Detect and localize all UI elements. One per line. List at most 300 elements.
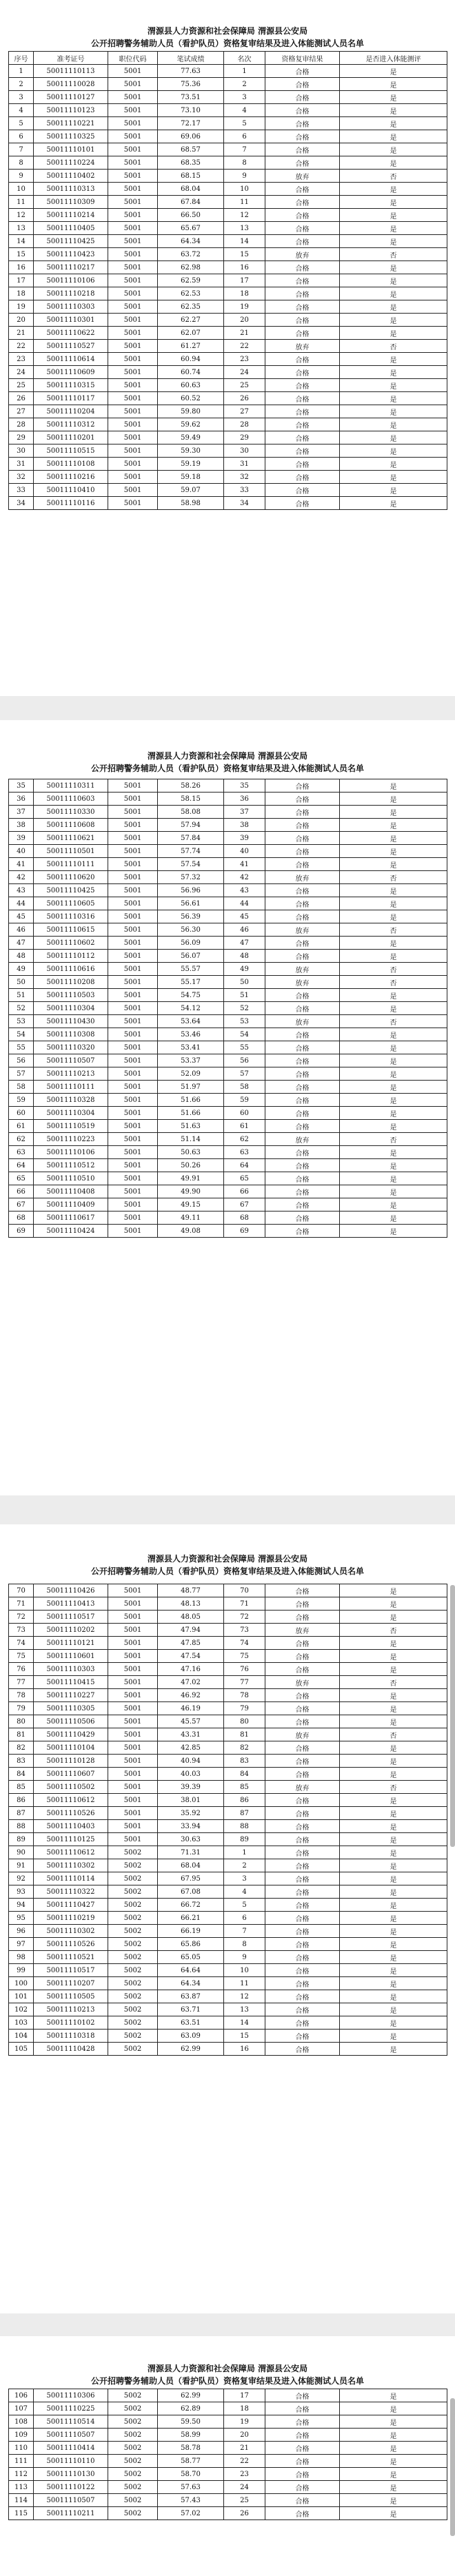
table-cell: 5001 xyxy=(108,806,158,819)
table-cell: 合格 xyxy=(265,1925,340,1938)
table-cell: 23 xyxy=(224,2468,265,2481)
table-cell: 50011110502 xyxy=(34,1781,108,1794)
table-cell: 76 xyxy=(9,1663,34,1676)
table-cell: 35 xyxy=(9,779,34,793)
table-cell: 5002 xyxy=(108,2389,158,2402)
table-cell: 50011110519 xyxy=(34,1120,108,1133)
table-cell: 73 xyxy=(224,1624,265,1637)
table-cell: 是 xyxy=(340,444,447,458)
table-cell: 放弃 xyxy=(265,1133,340,1146)
table-cell: 29 xyxy=(224,431,265,444)
table-cell: 50011110620 xyxy=(34,871,108,884)
table-cell: 63 xyxy=(9,1146,34,1159)
table-cell: 11 xyxy=(9,196,34,209)
table-cell: 是 xyxy=(340,2003,447,2016)
table-cell: 74 xyxy=(9,1637,34,1650)
table-cell: 50.26 xyxy=(158,1159,224,1172)
table-row xyxy=(9,858,447,871)
table-cell: 89 xyxy=(9,1833,34,1846)
table-cell: 合格 xyxy=(265,2003,340,2016)
table-cell: 是 xyxy=(340,1859,447,1872)
scrollbar-thumb[interactable] xyxy=(450,2398,455,2536)
table-cell: 7 xyxy=(9,143,34,156)
table-cell: 26 xyxy=(9,392,34,405)
table-cell: 是 xyxy=(340,65,447,78)
table-cell: 是 xyxy=(340,104,447,117)
table-cell: 50011110122 xyxy=(34,2481,108,2494)
table-row xyxy=(9,104,447,117)
table-cell: 59.80 xyxy=(158,405,224,418)
table-cell: 5002 xyxy=(108,1859,158,1872)
table-row xyxy=(9,1912,447,1925)
table-cell: 8 xyxy=(224,1938,265,1951)
table-cell: 33.94 xyxy=(158,1820,224,1833)
table-row xyxy=(9,1225,447,1238)
table-cell: 放弃 xyxy=(265,976,340,989)
table-cell: 合格 xyxy=(265,1951,340,1964)
table-cell: 是 xyxy=(340,858,447,871)
table-cell: 39.39 xyxy=(158,1781,224,1794)
table-cell: 50011110403 xyxy=(34,1820,108,1833)
table-cell: 是 xyxy=(340,2043,447,2056)
table-cell: 53.41 xyxy=(158,1041,224,1054)
table-row xyxy=(9,2043,447,2056)
table-cell: 61 xyxy=(9,1120,34,1133)
table-cell: 50011110303 xyxy=(34,300,108,314)
table-row xyxy=(9,1015,447,1028)
table-cell: 50011110125 xyxy=(34,1833,108,1846)
table-row xyxy=(9,1198,447,1212)
table-cell: 合格 xyxy=(265,1663,340,1676)
table-cell: 49.11 xyxy=(158,1212,224,1225)
table-cell: 否 xyxy=(340,170,447,183)
table-cell: 5001 xyxy=(108,235,158,248)
table-row xyxy=(9,910,447,923)
table-row xyxy=(9,1951,447,1964)
table-cell: 5001 xyxy=(108,353,158,366)
table-cell: 62.59 xyxy=(158,274,224,287)
title-line-1: 渭源县人力资源和社会保障局 渭源县公安局 xyxy=(147,1554,308,1564)
table-cell: 合格 xyxy=(265,156,340,170)
table-cell: 62 xyxy=(224,1133,265,1146)
table-cell: 5001 xyxy=(108,884,158,897)
table-cell: 5001 xyxy=(108,1820,158,1833)
table-cell: 否 xyxy=(340,871,447,884)
table-cell: 50011110312 xyxy=(34,418,108,431)
table-cell: 38 xyxy=(9,819,34,832)
table-row xyxy=(9,1081,447,1094)
table-cell: 是 xyxy=(340,1597,447,1611)
table-cell: 50011110201 xyxy=(34,431,108,444)
table-cell: 5001 xyxy=(108,923,158,937)
table-cell: 50 xyxy=(224,976,265,989)
table-cell: 66.72 xyxy=(158,1899,224,1912)
table-cell: 是 xyxy=(340,143,447,156)
table-row xyxy=(9,2468,447,2481)
table-cell: 35 xyxy=(224,779,265,793)
table-cell: 合格 xyxy=(265,1768,340,1781)
table-cell: 5001 xyxy=(108,143,158,156)
table-cell: 43.31 xyxy=(158,1728,224,1741)
table-cell: 5001 xyxy=(108,261,158,274)
table-cell: 73.10 xyxy=(158,104,224,117)
table-cell: 是 xyxy=(340,484,447,497)
table-cell: 合格 xyxy=(265,143,340,156)
table-cell: 是 xyxy=(340,392,447,405)
table-cell: 50011110303 xyxy=(34,1663,108,1676)
table-cell: 50011110615 xyxy=(34,923,108,937)
table-cell: 5001 xyxy=(108,1676,158,1689)
table-cell: 是 xyxy=(340,458,447,471)
table-cell: 5002 xyxy=(108,1925,158,1938)
table-cell: 68.04 xyxy=(158,1859,224,1872)
table-cell: 64.34 xyxy=(158,235,224,248)
table-cell: 81 xyxy=(224,1728,265,1741)
table-cell: 94 xyxy=(9,1899,34,1912)
table-cell: 18 xyxy=(9,287,34,300)
table-cell: 48 xyxy=(9,950,34,963)
table-cell: 21 xyxy=(9,327,34,340)
table-cell: 合格 xyxy=(265,910,340,923)
table-cell: 68 xyxy=(9,1212,34,1225)
table-cell: 53 xyxy=(9,1015,34,1028)
table-cell: 32 xyxy=(224,471,265,484)
table-cell: 5001 xyxy=(108,156,158,170)
table-cell: 5001 xyxy=(108,366,158,379)
table-cell: 合格 xyxy=(265,1899,340,1912)
table-cell: 50011110415 xyxy=(34,1676,108,1689)
column-header: 是否进入体能测评 xyxy=(340,52,447,65)
table-row xyxy=(9,2016,447,2030)
table-cell: 63.87 xyxy=(158,1990,224,2003)
table-cell: 5001 xyxy=(108,327,158,340)
table-cell: 65 xyxy=(224,1172,265,1185)
table-row xyxy=(9,1702,447,1715)
table-cell: 111 xyxy=(9,2455,34,2468)
table-cell: 105 xyxy=(9,2043,34,2056)
table-row xyxy=(9,327,447,340)
table-cell: 46.19 xyxy=(158,1702,224,1715)
table-cell: 68.57 xyxy=(158,143,224,156)
table-cell: 50011110501 xyxy=(34,845,108,858)
table-cell: 58.78 xyxy=(158,2442,224,2455)
table-cell: 45 xyxy=(9,910,34,923)
table-cell: 1 xyxy=(9,65,34,78)
table-cell: 27 xyxy=(224,405,265,418)
table-cell: 4 xyxy=(224,1885,265,1899)
table-cell: 53.37 xyxy=(158,1054,224,1067)
table-cell: 是 xyxy=(340,1741,447,1755)
table-cell: 合格 xyxy=(265,1198,340,1212)
table-cell: 60.94 xyxy=(158,353,224,366)
table-cell: 98 xyxy=(9,1951,34,1964)
table-cell: 51.14 xyxy=(158,1133,224,1146)
table-cell: 62.35 xyxy=(158,300,224,314)
table-cell: 3 xyxy=(9,91,34,104)
table-cell: 50011110517 xyxy=(34,1964,108,1977)
table-cell: 33 xyxy=(9,484,34,497)
table-cell: 50011110204 xyxy=(34,405,108,418)
table-cell: 50011110515 xyxy=(34,444,108,458)
table-cell: 50011110607 xyxy=(34,1768,108,1781)
table-cell: 56 xyxy=(9,1054,34,1067)
table-row xyxy=(9,1159,447,1172)
table-cell: 5001 xyxy=(108,1054,158,1067)
table-cell: 55.17 xyxy=(158,976,224,989)
table-cell: 26 xyxy=(224,2507,265,2520)
table-cell: 9 xyxy=(224,170,265,183)
table-cell: 放弃 xyxy=(265,248,340,261)
table-cell: 20 xyxy=(224,2429,265,2442)
table-row xyxy=(9,832,447,845)
table-cell: 5001 xyxy=(108,910,158,923)
table-cell: 57.94 xyxy=(158,819,224,832)
table-cell: 5002 xyxy=(108,1872,158,1885)
table-cell: 放弃 xyxy=(265,1015,340,1028)
table-cell: 44 xyxy=(224,897,265,910)
table-row xyxy=(9,405,447,418)
table-row xyxy=(9,819,447,832)
table-cell: 50011110425 xyxy=(34,235,108,248)
column-header: 职位代码 xyxy=(108,52,158,65)
table-cell: 40 xyxy=(224,845,265,858)
table-cell: 38.01 xyxy=(158,1794,224,1807)
table-cell: 67.84 xyxy=(158,196,224,209)
table-cell: 56.07 xyxy=(158,950,224,963)
table-cell: 51 xyxy=(9,989,34,1002)
table-cell: 54.75 xyxy=(158,989,224,1002)
table-cell: 10 xyxy=(224,183,265,196)
table-cell: 50011110301 xyxy=(34,314,108,327)
table-cell: 5001 xyxy=(108,209,158,222)
table-cell: 57.54 xyxy=(158,858,224,871)
table-cell: 113 xyxy=(9,2481,34,2494)
table-cell: 50011110106 xyxy=(34,1146,108,1159)
table-cell: 72 xyxy=(9,1611,34,1624)
table-cell: 否 xyxy=(340,976,447,989)
table-cell: 是 xyxy=(340,1715,447,1728)
table-cell: 5 xyxy=(224,117,265,130)
table-cell: 58.15 xyxy=(158,793,224,806)
table-cell: 5001 xyxy=(108,1715,158,1728)
table-cell: 50011110424 xyxy=(34,1225,108,1238)
table-cell: 放弃 xyxy=(265,170,340,183)
table-row xyxy=(9,2455,447,2468)
table-cell: 1 xyxy=(224,1846,265,1859)
table-cell: 24 xyxy=(224,2481,265,2494)
table-cell: 62.89 xyxy=(158,2402,224,2415)
table-cell: 45 xyxy=(224,910,265,923)
table-cell: 77 xyxy=(224,1676,265,1689)
table-cell: 是 xyxy=(340,117,447,130)
table-row xyxy=(9,937,447,950)
table-cell: 50011110510 xyxy=(34,1172,108,1185)
table-cell: 合格 xyxy=(265,484,340,497)
table-cell: 合格 xyxy=(265,65,340,78)
table-cell: 81 xyxy=(9,1728,34,1741)
table-cell: 5001 xyxy=(108,1133,158,1146)
table-cell: 58.08 xyxy=(158,806,224,819)
table-cell: 7 xyxy=(224,143,265,156)
table-cell: 103 xyxy=(9,2016,34,2030)
table-cell: 合格 xyxy=(265,300,340,314)
table-cell: 50011110318 xyxy=(34,2030,108,2043)
table-cell: 9 xyxy=(224,1951,265,1964)
table-cell: 47.02 xyxy=(158,1676,224,1689)
table-cell: 29 xyxy=(9,431,34,444)
table-cell: 是 xyxy=(340,1650,447,1663)
table-row xyxy=(9,1938,447,1951)
table-cell: 12 xyxy=(9,209,34,222)
table-cell: 是 xyxy=(340,2455,447,2468)
table-cell: 50011110123 xyxy=(34,104,108,117)
table-cell: 50011110127 xyxy=(34,91,108,104)
table-cell: 68.04 xyxy=(158,183,224,196)
table-row xyxy=(9,1611,447,1624)
table-cell: 50011110104 xyxy=(34,1741,108,1755)
table-cell: 25 xyxy=(224,379,265,392)
document-title xyxy=(0,1553,455,1577)
table-cell: 50011110328 xyxy=(34,1094,108,1107)
table-cell: 5002 xyxy=(108,2415,158,2429)
table-cell: 25 xyxy=(224,2494,265,2507)
table-cell: 是 xyxy=(340,196,447,209)
table-row xyxy=(9,1715,447,1728)
table-cell: 5001 xyxy=(108,379,158,392)
table-cell: 50011110213 xyxy=(34,2003,108,2016)
table-row xyxy=(9,1768,447,1781)
table-cell: 50011110505 xyxy=(34,1990,108,2003)
table-cell: 106 xyxy=(9,2389,34,2402)
table-cell: 5001 xyxy=(108,1728,158,1741)
table-row xyxy=(9,1597,447,1611)
table-cell: 33 xyxy=(224,484,265,497)
document-title xyxy=(0,25,455,50)
table-cell: 47.94 xyxy=(158,1624,224,1637)
table-cell: 是 xyxy=(340,1028,447,1041)
table-cell: 50011110320 xyxy=(34,1041,108,1054)
table-cell: 5002 xyxy=(108,1977,158,1990)
table-cell: 53.64 xyxy=(158,1015,224,1028)
table-cell: 79 xyxy=(224,1702,265,1715)
table-cell: 是 xyxy=(340,497,447,510)
table-cell: 50011110413 xyxy=(34,1597,108,1611)
table-cell: 30 xyxy=(9,444,34,458)
table-cell: 56.96 xyxy=(158,884,224,897)
table-cell: 69 xyxy=(224,1225,265,1238)
table-cell: 合格 xyxy=(265,2016,340,2030)
table-cell: 5002 xyxy=(108,2442,158,2455)
table-cell: 63.09 xyxy=(158,2030,224,2043)
table-cell: 是 xyxy=(340,1172,447,1185)
table-cell: 28 xyxy=(9,418,34,431)
table-cell: 5001 xyxy=(108,1597,158,1611)
table-cell: 50011110405 xyxy=(34,222,108,235)
table-cell: 合格 xyxy=(265,897,340,910)
table-cell: 是 xyxy=(340,1951,447,1964)
table-cell: 71.31 xyxy=(158,1846,224,1859)
table-cell: 104 xyxy=(9,2030,34,2043)
table-cell: 64 xyxy=(9,1159,34,1172)
table-cell: 是 xyxy=(340,1054,447,1067)
table-cell: 13 xyxy=(9,222,34,235)
table-cell: 合格 xyxy=(265,418,340,431)
table-row xyxy=(9,209,447,222)
table-cell: 合格 xyxy=(265,431,340,444)
table-cell: 合格 xyxy=(265,2507,340,2520)
table-cell: 5001 xyxy=(108,1015,158,1028)
table-row xyxy=(9,1899,447,1912)
table-cell: 66.50 xyxy=(158,209,224,222)
table-cell: 是 xyxy=(340,1702,447,1715)
table-cell: 合格 xyxy=(265,989,340,1002)
table-cell: 15 xyxy=(224,2030,265,2043)
table-cell: 合格 xyxy=(265,1702,340,1715)
document-title xyxy=(0,750,455,775)
table-cell: 31 xyxy=(224,458,265,471)
table-cell: 64 xyxy=(224,1159,265,1172)
table-cell: 合格 xyxy=(265,1028,340,1041)
table-cell: 是 xyxy=(340,2402,447,2415)
table-cell: 5001 xyxy=(108,340,158,353)
table-cell: 是 xyxy=(340,1912,447,1925)
table-cell: 合格 xyxy=(265,1990,340,2003)
table-cell: 25 xyxy=(9,379,34,392)
table-cell: 5001 xyxy=(108,248,158,261)
table-cell: 是 xyxy=(340,2415,447,2429)
table-cell: 73.51 xyxy=(158,91,224,104)
table-cell: 5001 xyxy=(108,1584,158,1597)
table-cell: 5001 xyxy=(108,897,158,910)
table-cell: 50011110106 xyxy=(34,274,108,287)
table-cell: 109 xyxy=(9,2429,34,2442)
column-header: 资格复审结果 xyxy=(265,52,340,65)
table-cell: 5001 xyxy=(108,1768,158,1781)
table-cell: 70 xyxy=(224,1584,265,1597)
table-cell: 是 xyxy=(340,1833,447,1846)
table-cell: 68.35 xyxy=(158,156,224,170)
table-cell: 合格 xyxy=(265,183,340,196)
table-cell: 合格 xyxy=(265,274,340,287)
table-cell: 57.02 xyxy=(158,2507,224,2520)
table-row xyxy=(9,1964,447,1977)
table-cell: 是 xyxy=(340,314,447,327)
table-cell: 是 xyxy=(340,2442,447,2455)
table-cell: 5001 xyxy=(108,1794,158,1807)
table-cell: 是 xyxy=(340,1872,447,1885)
table-cell: 合格 xyxy=(265,1912,340,1925)
table-cell: 53 xyxy=(224,1015,265,1028)
table-cell: 3 xyxy=(224,91,265,104)
table-cell: 66.21 xyxy=(158,1912,224,1925)
table-cell: 5001 xyxy=(108,871,158,884)
table-cell: 50011110309 xyxy=(34,196,108,209)
table-cell: 合格 xyxy=(265,379,340,392)
table-cell: 52 xyxy=(224,1002,265,1015)
table-row xyxy=(9,156,447,170)
scrollbar-thumb[interactable] xyxy=(450,1585,455,1847)
table-cell: 5001 xyxy=(108,1212,158,1225)
table-cell: 9 xyxy=(9,170,34,183)
table-row xyxy=(9,1663,447,1676)
table-cell: 5001 xyxy=(108,405,158,418)
table-cell: 合格 xyxy=(265,1159,340,1172)
table-cell: 97 xyxy=(9,1938,34,1951)
table-cell: 2 xyxy=(224,78,265,91)
document-title xyxy=(0,2362,455,2387)
table-cell: 5002 xyxy=(108,1938,158,1951)
results-table xyxy=(8,51,447,510)
